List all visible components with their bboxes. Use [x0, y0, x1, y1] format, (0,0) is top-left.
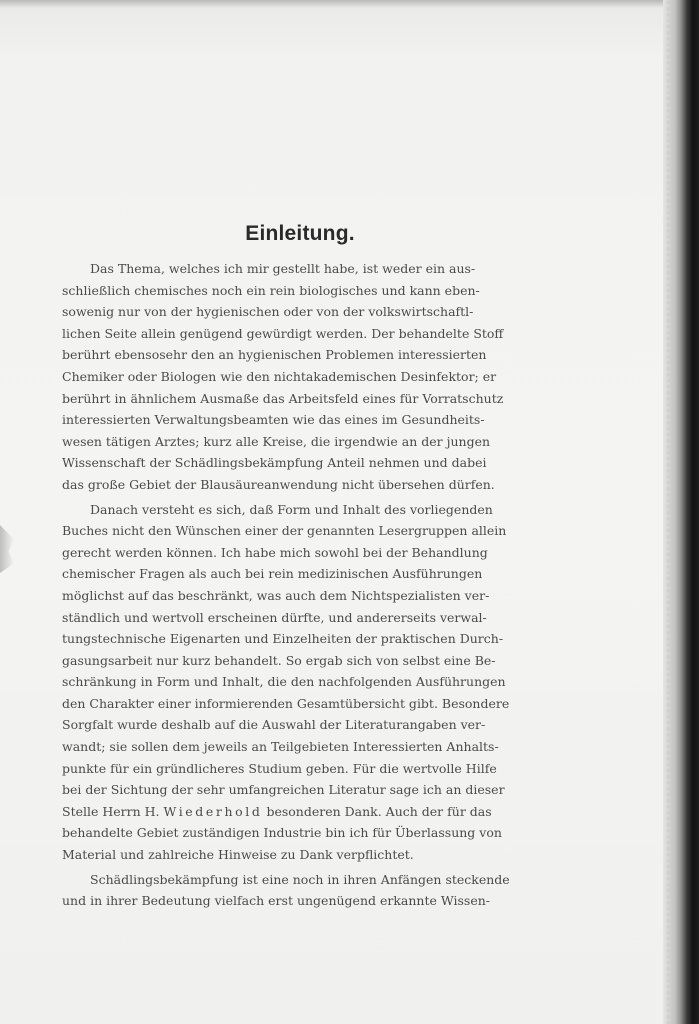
text-line: möglichst auf das beschränkt, was auch dem Nichtspezialisten ver- [62, 587, 490, 603]
text-line: behandelte Gebiet zuständigen Industrie bin ich für Überlassung von [62, 825, 502, 841]
text-line: das große Gebiet der Blausäureanwendung nicht übersehen dürfen. [62, 476, 495, 492]
text-line: berührt ebensosehr den an hygienischen Problemen interessierten [62, 347, 487, 363]
text-line: Schädlingsbekämpfung ist eine noch in ihren Anfängen steckende [90, 871, 510, 887]
text-line: den Charakter einer informierenden Gesamtübersicht gibt. Besondere [62, 695, 510, 711]
text-line: Sorgfalt wurde deshalb auf die Auswahl der Literaturangaben ver- [62, 717, 486, 733]
text-line: Das Thema, welches ich mir gestellt habe, ist weder ein aus- [90, 261, 476, 276]
text-line: wandt; sie sollen dem jeweils an Teilgebieten Interessierten Anhalts- [62, 739, 499, 755]
text-line: ständlich und wertvoll erscheinen dürfte, und andererseits verwal- [62, 609, 487, 625]
text-line: schließlich chemisches noch ein rein biologisches und kann eben- [62, 282, 480, 298]
text-line: chemischer Fragen als auch bei rein medizinischen Ausführungen [62, 566, 483, 582]
text-line: Buches nicht den Wünschen einer der genannten Lesergruppen allein [62, 523, 507, 539]
text-line: Wissenschaft der Schädlingsbekämpfung Anteil nehmen und dabei [62, 455, 487, 471]
book-page-edge [663, 0, 699, 1024]
text-segment: Stelle Herrn H. [62, 803, 160, 819]
text-line: bei der Sichtung der sehr umfangreichen Literatur sage ich an dieser [62, 782, 505, 798]
text-line: punkte für ein gründlicheres Studium geben. Für die wertvolle Hilfe [62, 760, 497, 776]
page-tear [0, 525, 14, 573]
spaced-name: Wiederhold [163, 803, 263, 819]
body-text [62, 258, 544, 912]
text-line: gerecht werden können. Ich habe mich sowohl bei der Behandlung [62, 544, 488, 560]
top-shadow [0, 0, 699, 8]
text-line: Chemiker oder Biologen wie den nichtakademischen Desinfektor; er [62, 368, 497, 384]
text-line: sowenig nur von der hygienischen oder von der volkswirtschaftl- [62, 304, 474, 320]
text-line: und in ihrer Bedeutung vielfach erst ungenügend erkannte Wissen- [62, 893, 490, 909]
text-line: gasungsarbeit nur kurz behandelt. So ergab sich von selbst eine Be- [62, 652, 496, 668]
text-line: Material und zahlreiche Hinweise zu Dank verpflichtet. [62, 847, 414, 863]
text-line: berührt in ähnlichem Ausmaße das Arbeitsfeld eines für Vorratschutz [62, 390, 504, 406]
text-line: wesen tätigen Arztes; kurz alle Kreise, die irgendwie an der jungen [62, 433, 491, 449]
text-segment: besonderen Dank. Auch der für das [266, 803, 492, 819]
text-line [62, 801, 544, 823]
text-line: interessierten Verwaltungsbeamten wie das eines im Gesundheits- [62, 412, 485, 428]
text-line: tungstechnische Eigenarten und Einzelheiten der praktischen Durch- [62, 631, 504, 647]
text-line: lichen Seite allein genügend gewürdigt werden. Der behandelte Stoff [62, 325, 504, 341]
chapter-heading: Einleitung. [245, 222, 355, 245]
text-line: schränkung in Form und Inhalt, die den nachfolgenden Ausführungen [62, 674, 506, 690]
text-line: Danach versteht es sich, daß Form und Inhalt des vorliegenden [90, 501, 493, 517]
